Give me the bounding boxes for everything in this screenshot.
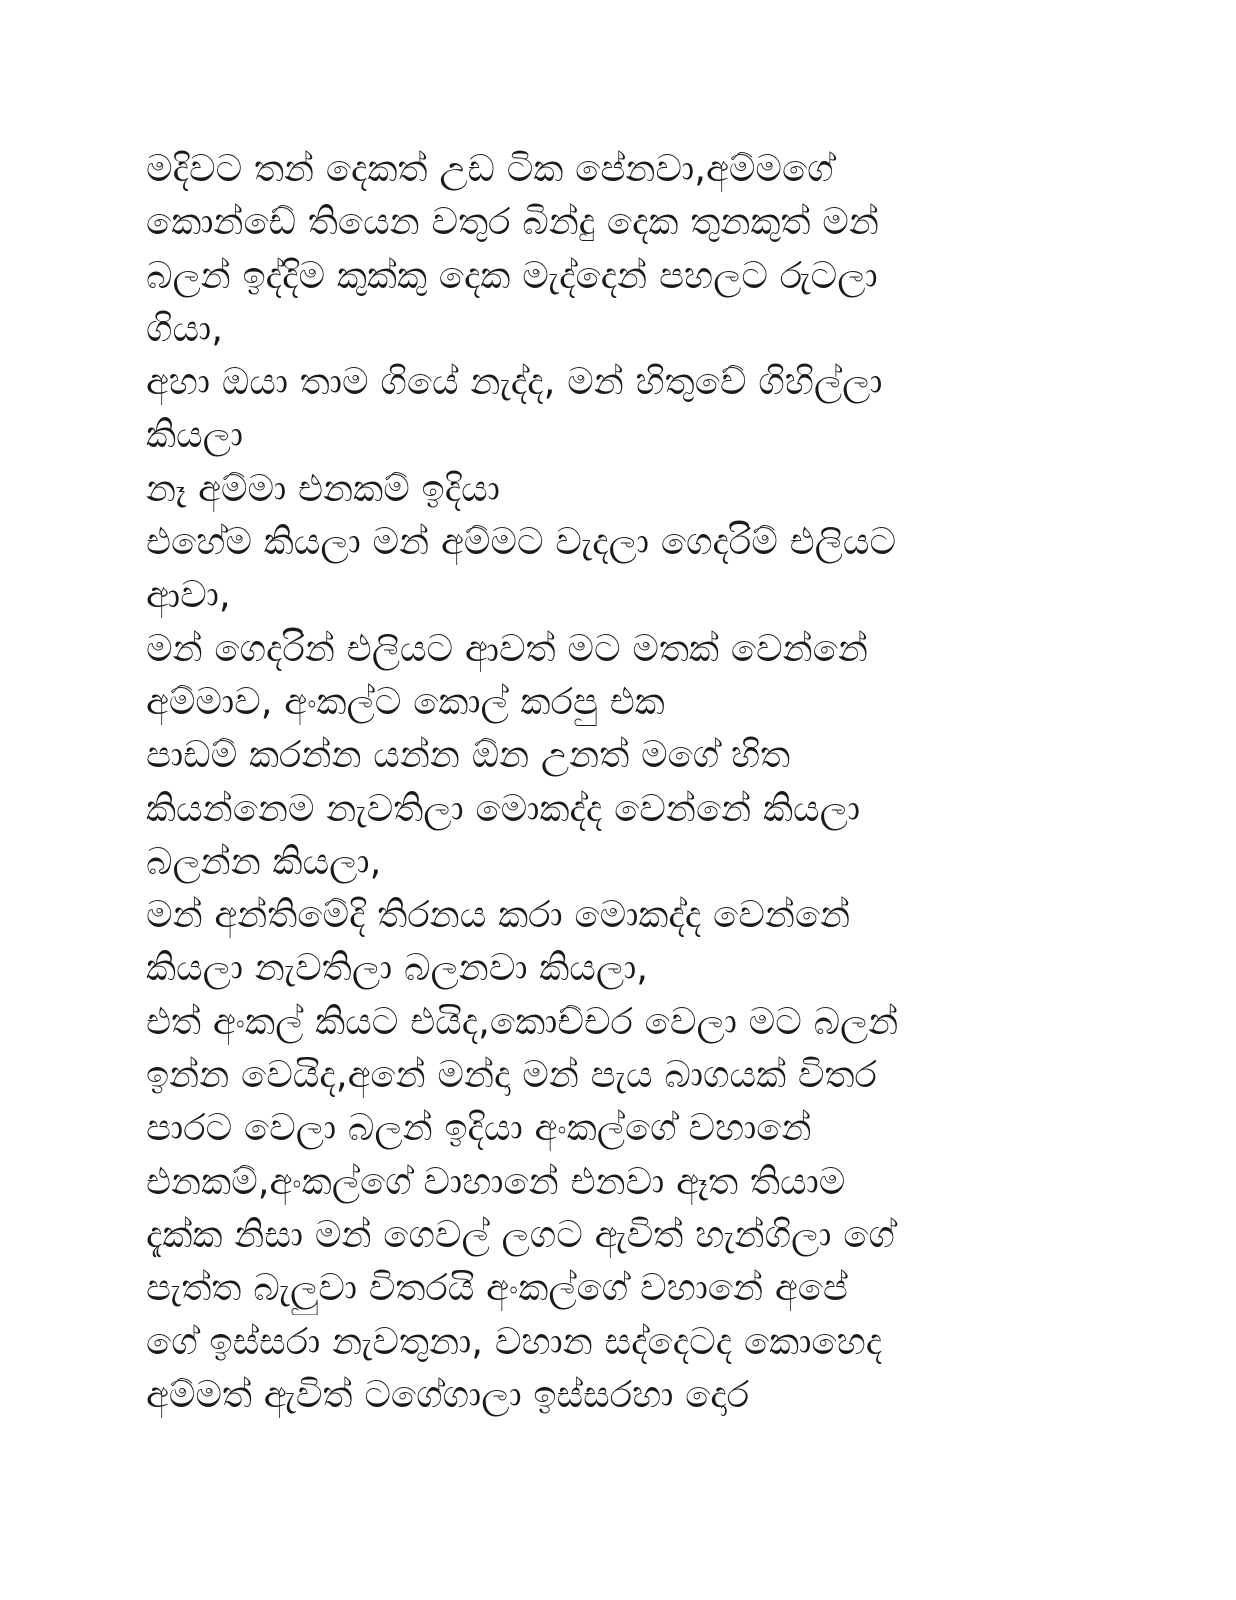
text-line: අහා ඔයා තාම ගියේ නැද්ද, මන් හිතුවේ ගිහිල්ලා (146, 360, 883, 404)
story-text (146, 142, 1106, 1421)
text-line: ගේ ඉස්සරා නැවතුනා, වහාන සද්දෙටද කොහෙද (146, 1319, 883, 1363)
text-line: කියලා (146, 413, 244, 457)
text-line: අම්මාව, අංකල්ට කොල් කරපු එක (146, 679, 665, 723)
text-line: බලන් ඉද්දිම කුක්කු දෙක මැද්දෙන් පහලට රුටලා (146, 253, 878, 297)
text-line: එනකම්,අංකල්ගේ වාහානේ එනවා ඈත තියාම (146, 1159, 846, 1203)
text-line: කියන්නෙම නැවතිලා මොකද්ද වෙන්නේ කියලා (146, 786, 861, 830)
text-line: නෑ අම්මා එනකම් ඉදියා (146, 466, 500, 510)
text-line: අම්මත් ඇවිත් ටගේගාලා ඉස්සරහා දොර (146, 1372, 750, 1416)
text-line: මන් ගෙදරින් එලියට ආවත් මට මතක් වෙන්නේ (146, 626, 868, 670)
text-line: එත් අංකල් කියට එයිද,කොච්චර වෙලා මට බලන් (146, 999, 899, 1043)
text-line: බලන්න කියලා, (146, 839, 382, 883)
text-line: කොන්ඩේ තියෙන වතුර බින්දු දෙක තුනකුත් මන් (146, 200, 879, 244)
text-line: කියලා නැවතිලා බලනවා කියලා, (146, 946, 649, 990)
text-line: පැත්ත බැලුවා විතරයි අංකල්ගේ වහානේ අපේ (146, 1266, 848, 1310)
text-line: පාඩම් කරන්න යන්න ඕන උනත් මගේ හිත (146, 733, 791, 777)
text-line: ඉන්න වෙයිද,අනේ මන්දා මන් පැය බාගයක් විතර (146, 1053, 877, 1097)
text-line: ගියා, (146, 306, 223, 350)
text-line: එහේම කියලා මන් අම්මට වැදලා ගෙදරිම් එලියට (146, 520, 897, 564)
text-line: පාරට වෙලා බලන් ඉදියා අංකල්ගේ වහානේ (146, 1106, 812, 1150)
text-line: මන් අන්තිමේදි තිරනය කරා මොකද්ද වෙන්නේ (146, 893, 851, 937)
text-line: දැක්ක නිසා මන් ගෙවල් ලගට ඇවිත් හැන්ගිලා ගේ (146, 1212, 895, 1256)
text-line: මදිවට තන් දෙකත් උඩ ටික පේනවා,අම්මගේ (146, 147, 834, 190)
text-line: ආවා, (146, 573, 231, 617)
